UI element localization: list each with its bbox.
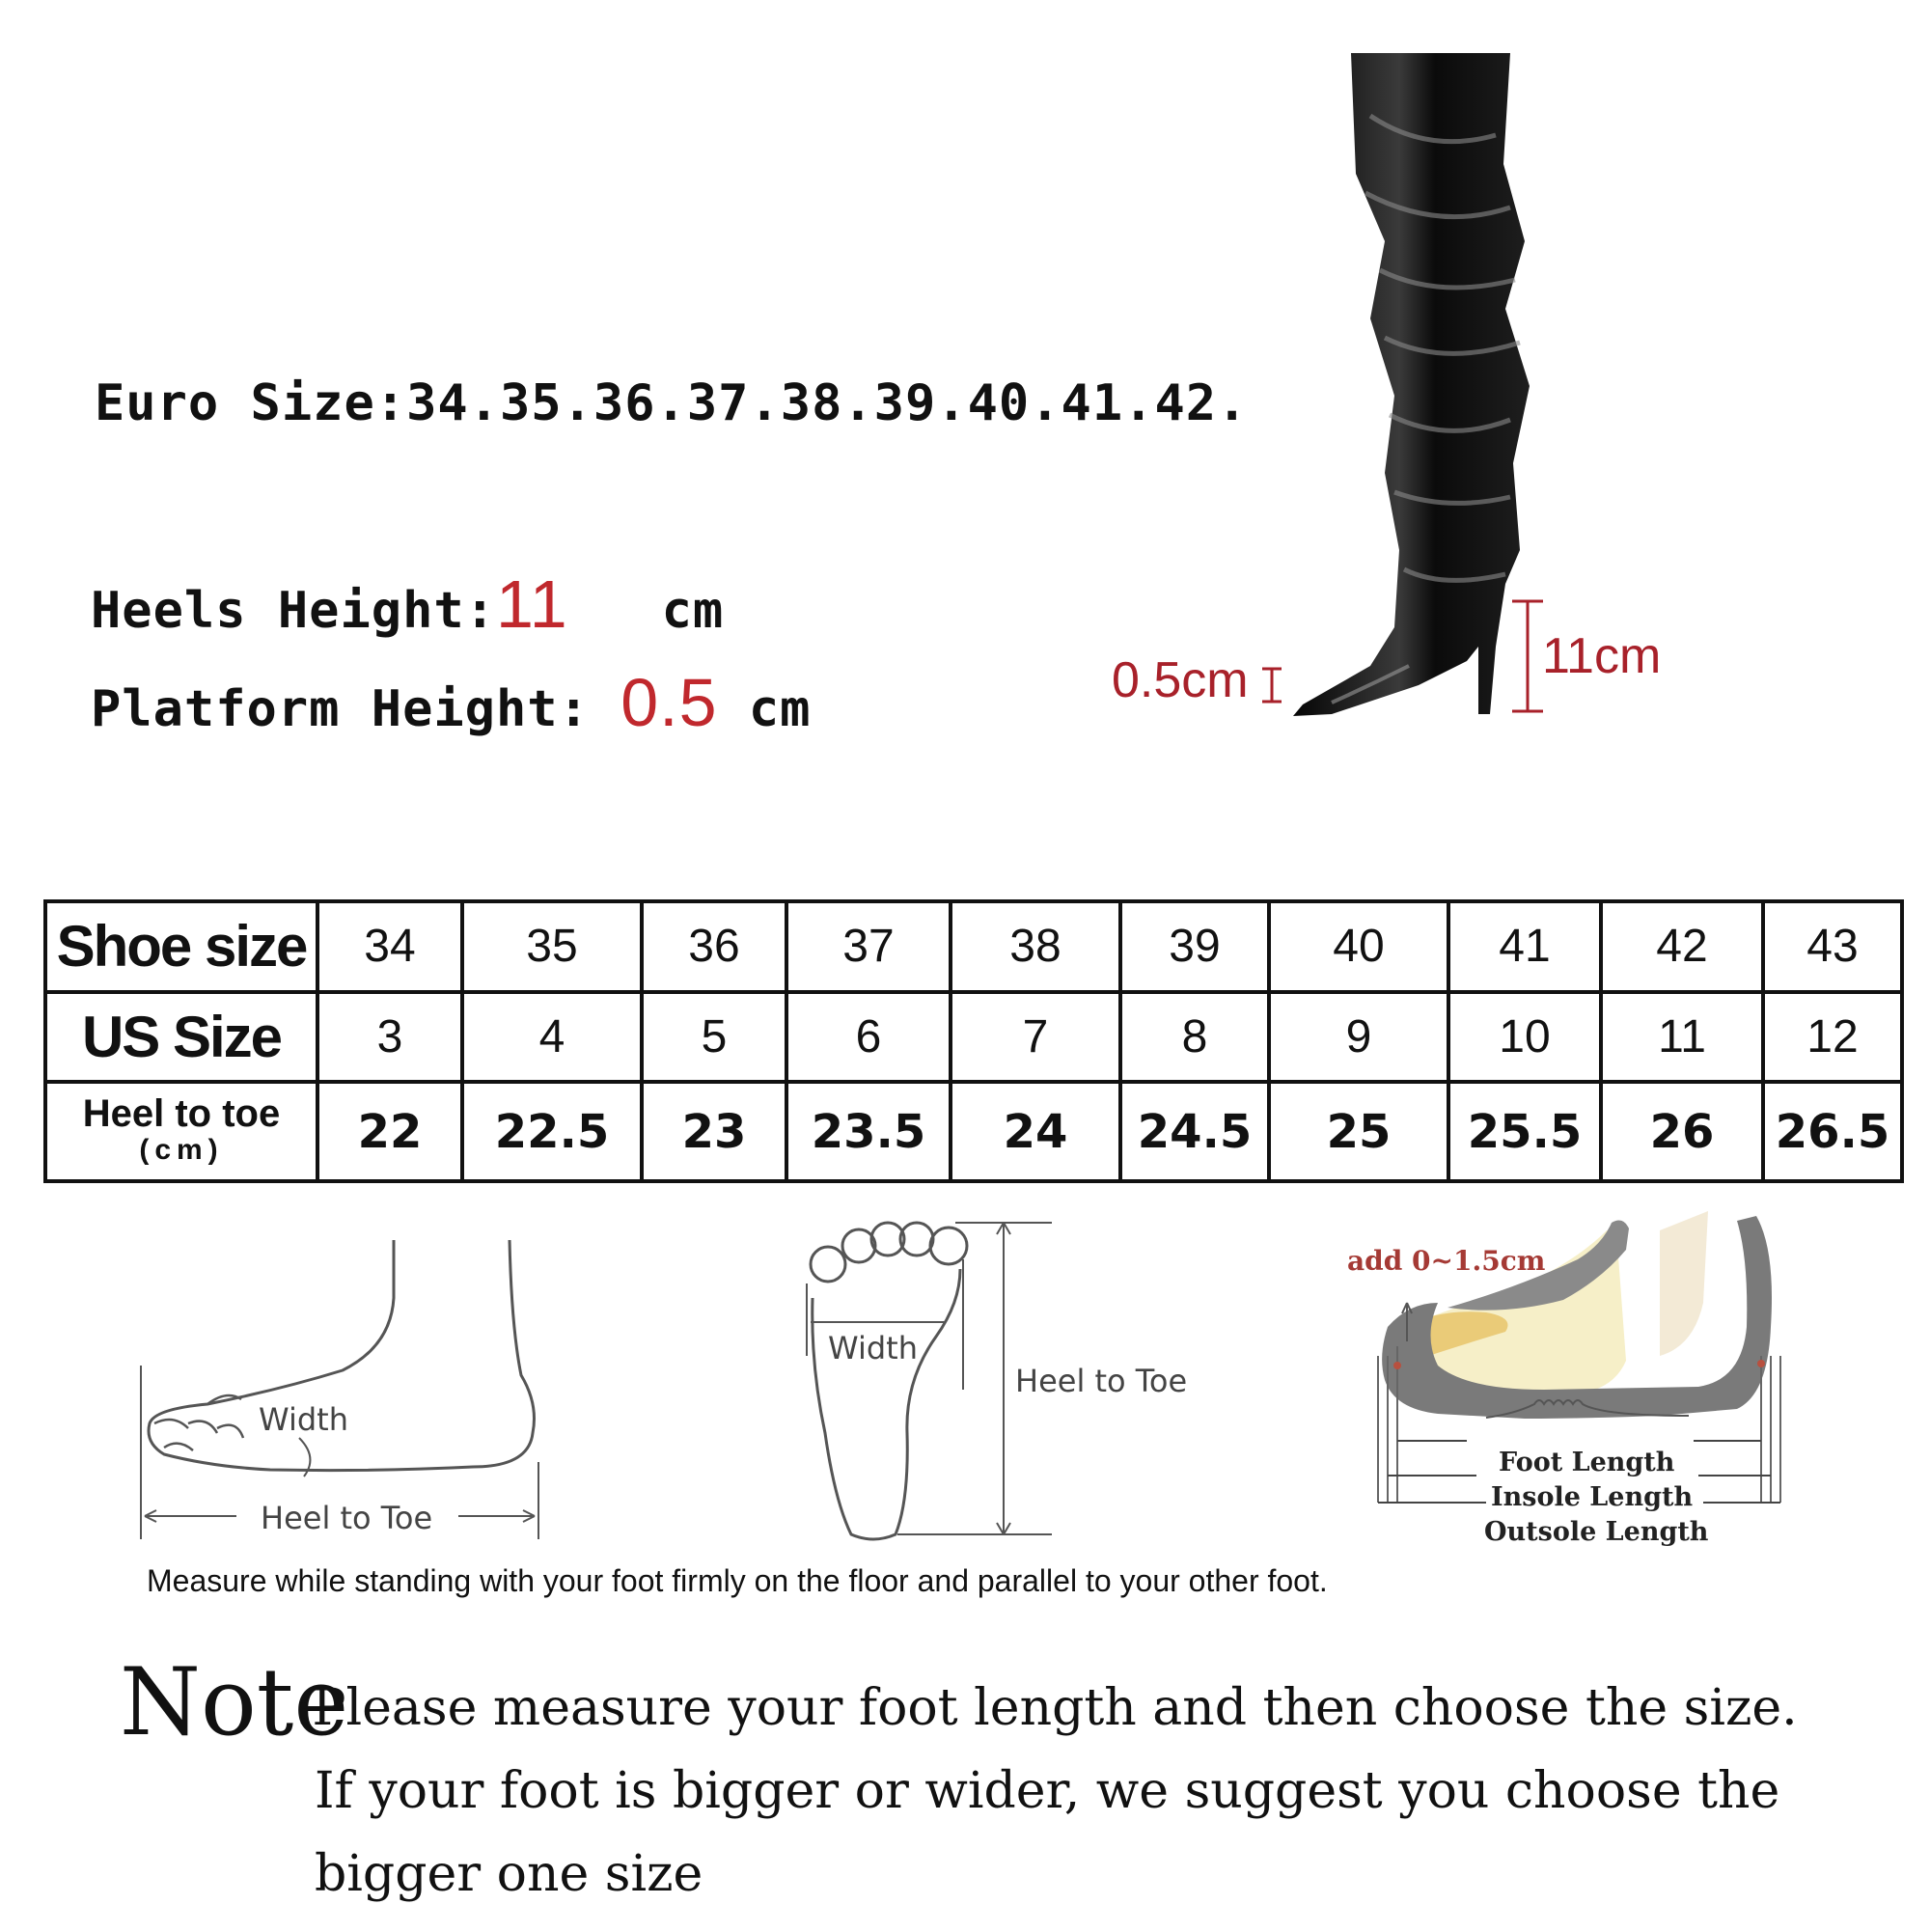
table-cell: 10 [1448, 992, 1601, 1083]
top-heel-to-toe-label: Heel to Toe [1015, 1363, 1188, 1399]
measure-instruction: Measure while standing with your foot firmly on the floor and parallel to your other foot. [147, 1563, 1328, 1598]
table-cell: 23.5 [786, 1082, 951, 1181]
table-cell: 7 [951, 992, 1120, 1083]
heel-height-label: Heels Height: [91, 582, 496, 640]
table-cell: 24.5 [1120, 1082, 1269, 1181]
note-line-3: bigger one size [315, 1845, 703, 1903]
side-heel-to-toe-label: Heel to Toe [261, 1500, 433, 1536]
table-cell: 38 [951, 901, 1120, 992]
foot-length-label: Foot Length [1499, 1448, 1675, 1477]
insole-length-label: Insole Length [1491, 1482, 1694, 1512]
table-cell: 6 [786, 992, 951, 1083]
platform-height-unit: cm [748, 680, 812, 738]
note-label: Note [120, 1648, 349, 1756]
platform-bracket [1260, 666, 1283, 704]
heel-to-toe-header-label: Heel to toe [82, 1091, 281, 1135]
outsole-length-label: Outsole Length [1484, 1517, 1709, 1547]
table-cell: 23 [642, 1082, 786, 1181]
note-line-1: :Please measure your foot length and then choose the size. [295, 1679, 1798, 1737]
platform-height-line [91, 664, 811, 741]
platform-height-label: Platform Height: [91, 680, 590, 738]
table-cell: 22 [317, 1082, 462, 1181]
table-cell: 35 [462, 901, 642, 992]
table-cell: 4 [462, 992, 642, 1083]
heel-height-line [91, 566, 724, 643]
top-width-label: Width [828, 1330, 918, 1366]
table-cell: 5 [642, 992, 786, 1083]
platform-height-value: 0.5 [620, 665, 718, 740]
table-cell: 26.5 [1763, 1082, 1902, 1181]
table-cell: 37 [786, 901, 951, 992]
size-chart-table [43, 899, 1904, 1183]
table-cell: 8 [1120, 992, 1269, 1083]
heel-bracket [1510, 598, 1545, 714]
table-cell: 43 [1763, 901, 1902, 992]
table-cell: 36 [642, 901, 786, 992]
note-line-2: If your foot is bigger or wider, we suggest you choose the [315, 1762, 1780, 1820]
euro-size-line [95, 374, 1248, 432]
table-cell: 11 [1601, 992, 1763, 1083]
table-cell: 25 [1269, 1082, 1448, 1181]
table-cell: 22.5 [462, 1082, 642, 1181]
table-cell: 12 [1763, 992, 1902, 1083]
table-cell: 40 [1269, 901, 1448, 992]
heel-to-toe-row [45, 1082, 1902, 1181]
table-cell: 42 [1601, 901, 1763, 992]
platform-annotation: 0.5cm [1112, 652, 1249, 708]
table-cell: 24 [951, 1082, 1120, 1181]
us-size-row [45, 992, 1902, 1083]
table-cell: 39 [1120, 901, 1269, 992]
table-cell: 25.5 [1448, 1082, 1601, 1181]
shoe-add-label: add 0~1.5cm [1347, 1245, 1546, 1277]
table-cell: 3 [317, 992, 462, 1083]
heel-height-unit: cm [661, 582, 725, 640]
us-size-header: US Size [45, 992, 317, 1083]
table-cell: 26 [1601, 1082, 1763, 1181]
table-cell: 9 [1269, 992, 1448, 1083]
heel-to-toe-header-unit: (cm) [139, 1133, 224, 1166]
table-cell: 41 [1448, 901, 1601, 992]
heel-to-toe-header [45, 1082, 317, 1181]
shoe-size-row [45, 901, 1902, 992]
table-cell: 34 [317, 901, 462, 992]
side-width-label: Width [259, 1401, 348, 1438]
euro-size-label: Euro Size: [95, 374, 407, 432]
shoe-size-header: Shoe size [45, 901, 317, 992]
euro-size-value: 34.35.36.37.38.39.40.41.42. [406, 374, 1249, 432]
heel-height-value: 11 [496, 566, 568, 642]
heel-annotation: 11cm [1542, 628, 1662, 684]
